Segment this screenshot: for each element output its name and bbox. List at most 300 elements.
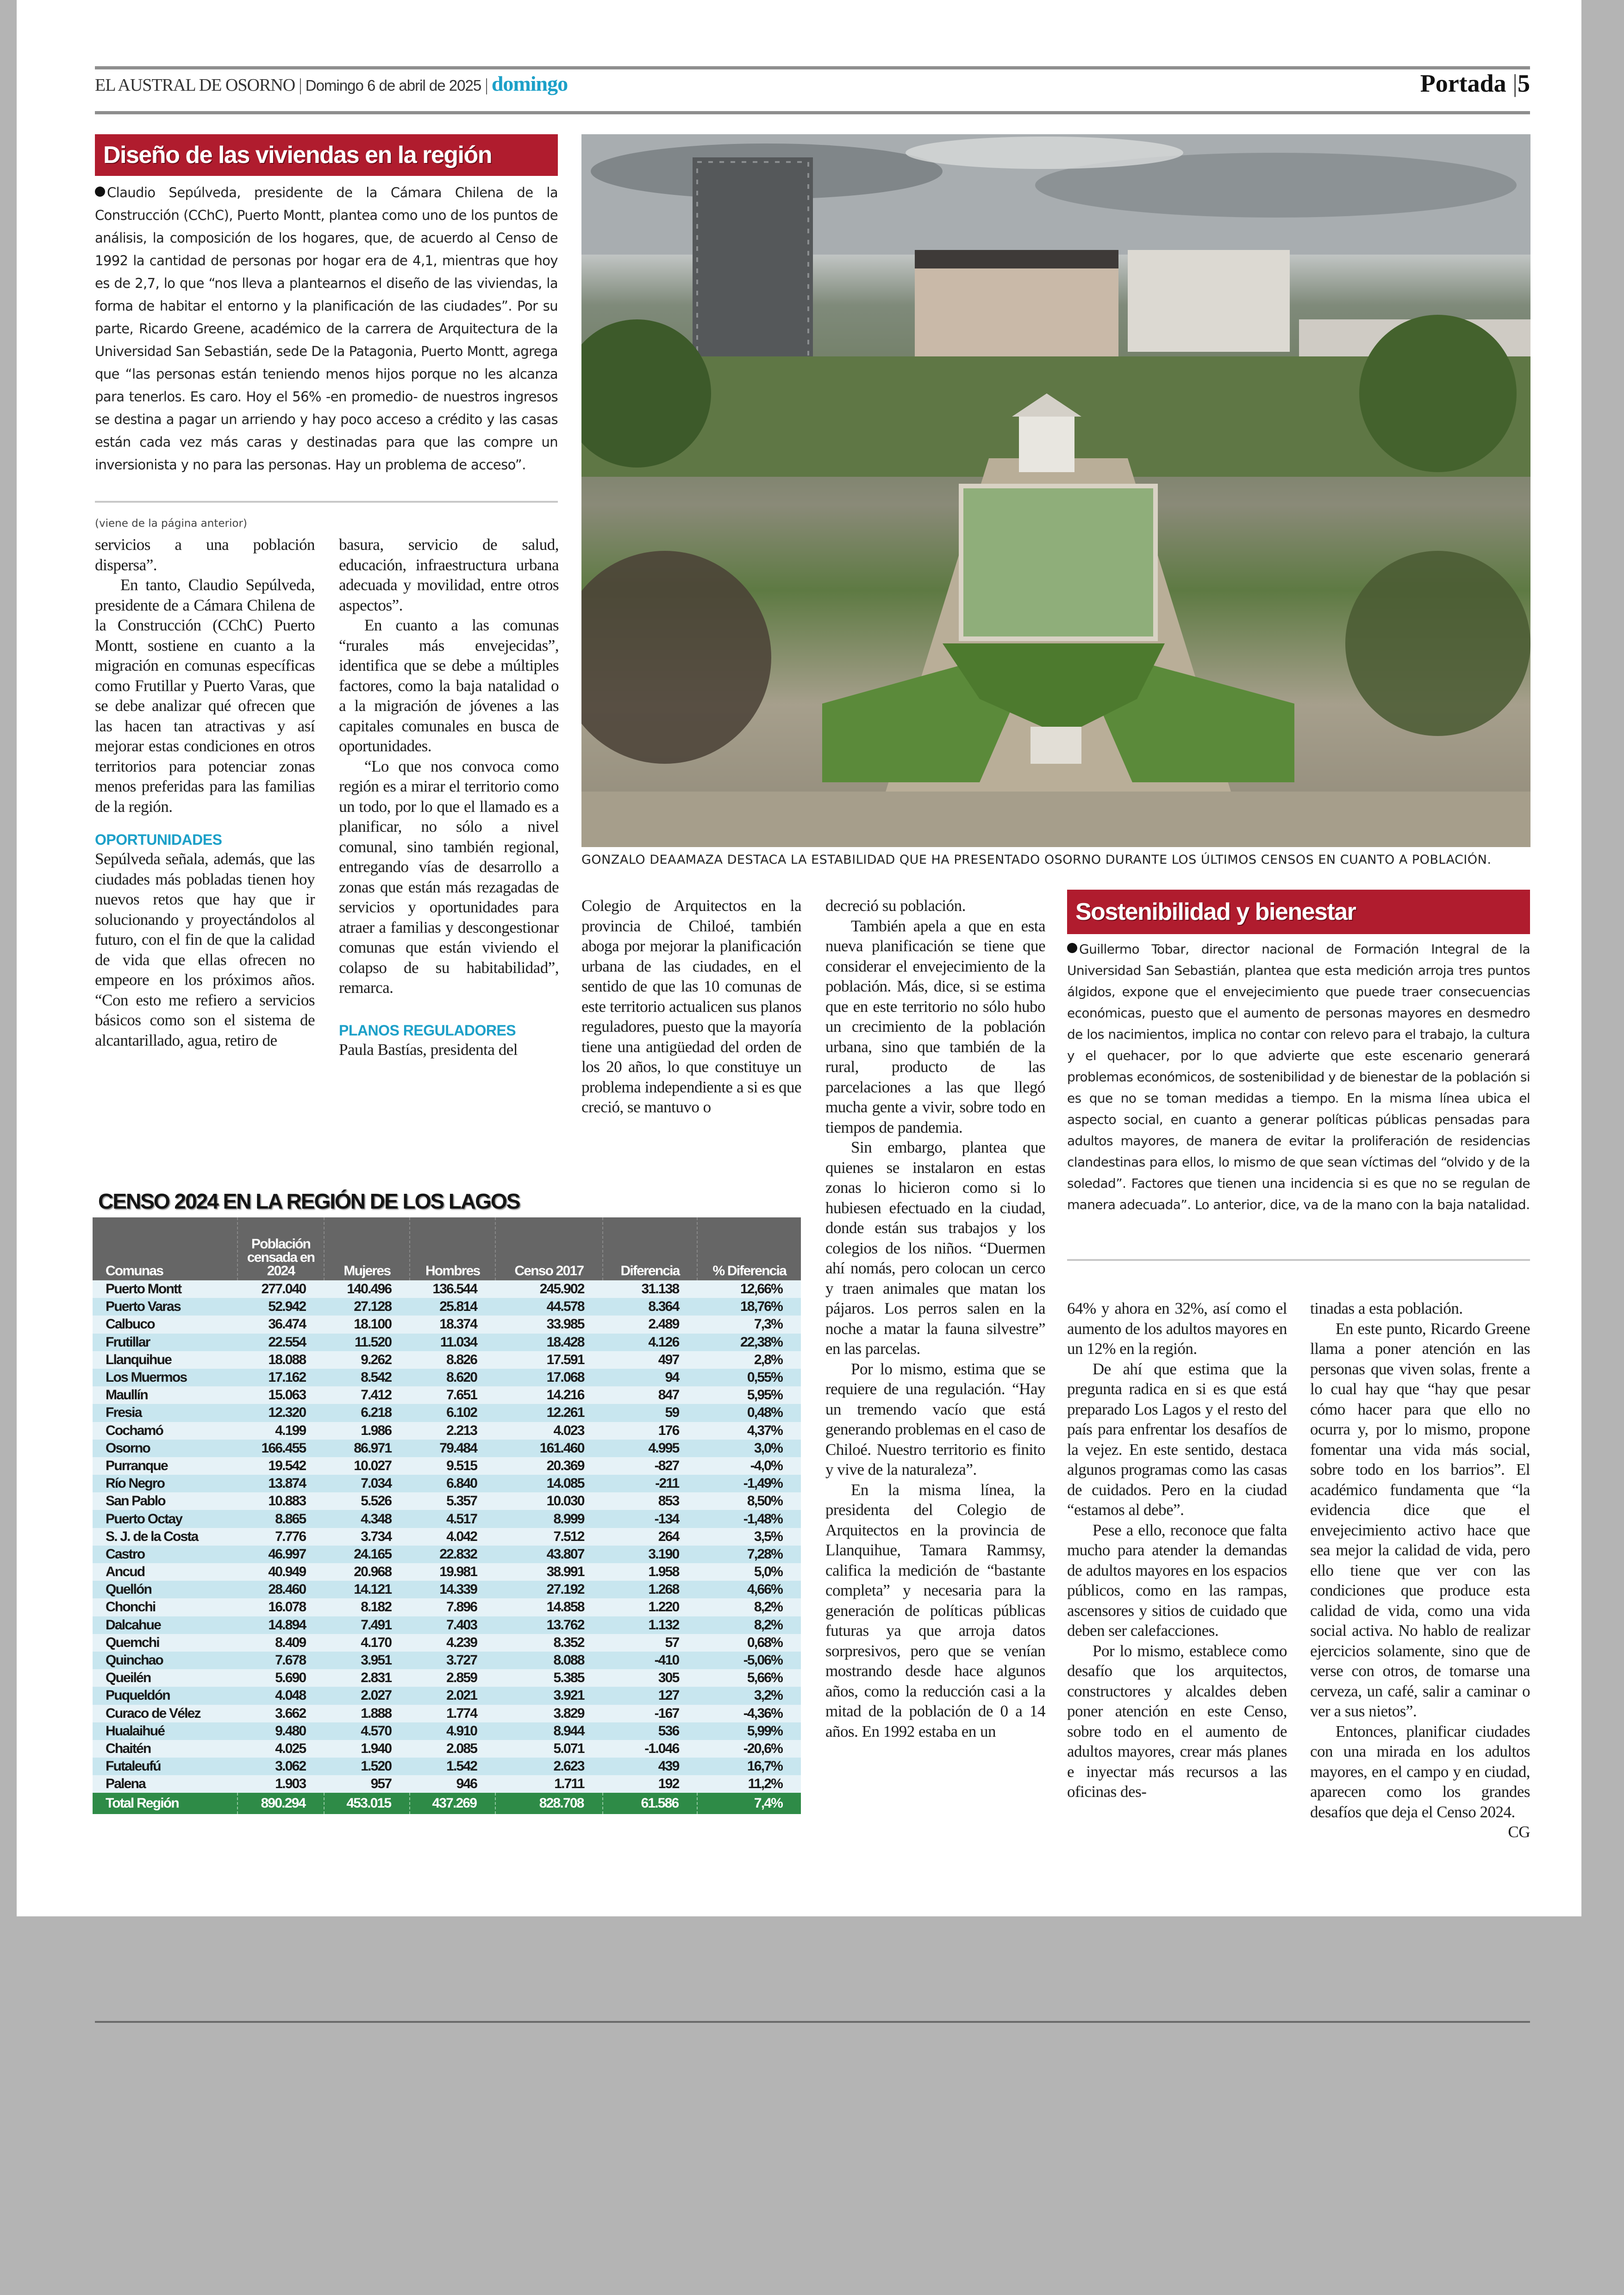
value-cell: 8.620 bbox=[410, 1369, 495, 1386]
comuna-cell: Puerto Varas bbox=[93, 1298, 237, 1316]
paragraph: 64% y ahora en 32%, así como el aumento de los adultos mayores en un 12% en la región. bbox=[1067, 1299, 1287, 1358]
table-row bbox=[93, 1440, 801, 1457]
value-cell: 4.170 bbox=[324, 1634, 410, 1652]
value-cell: 7.491 bbox=[324, 1616, 410, 1634]
comuna-cell: San Pablo bbox=[93, 1492, 237, 1510]
value-cell: -410 bbox=[603, 1652, 698, 1669]
value-cell: 10.883 bbox=[237, 1492, 325, 1510]
value-cell: -20,6% bbox=[697, 1740, 801, 1758]
comuna-cell: Chonchi bbox=[93, 1598, 237, 1616]
paragraph: En este punto, Ricardo Greene llama a poner atención en las personas que viven solas, frente a lo cual hay que “hay que pesar cómo hacer para que ello no ocurra y, por lo mismo, propone fomentar una vida más social, sobre todo en los barrios”. El académico fundamenta que “la evidencia dice que el envejecimiento activo hace que sea mejor la calidad de vida, pero ello tiene que ver con las condiciones que produce esta calidad de vida, como una vida social activa. No hablo de realizar ejercicios solamente, sino que de verse con otros, de tomarse una cerveza, un café, salir a caminar o ver a sus nietos”. bbox=[1310, 1319, 1530, 1720]
table-row bbox=[93, 1740, 801, 1758]
paragraph: “Lo que nos convoca como región es a mirar el territorio como un todo, por lo que el llamado es a planificar, no sólo a nivel comunal, sino también regional, entregando vías de desarrollo a zonas que están más rezagadas de servicios y oportunidades para atraer a familias y descongestionar comunas que están viviendo el colapso de su habitabilidad”, remarca. bbox=[339, 757, 559, 997]
value-cell: 9.262 bbox=[324, 1351, 410, 1369]
value-cell: 18.428 bbox=[495, 1334, 602, 1351]
value-cell: 1.774 bbox=[410, 1705, 495, 1722]
table-row bbox=[93, 1758, 801, 1775]
value-cell: 22,38% bbox=[697, 1334, 801, 1351]
paragraph: Pese a ello, reconoce que falta mucho para atender la demandas de adultos mayores en los espacios públicos, como en las rampas, ascensores y sitios de cuidado que deben ser calefacciones. bbox=[1067, 1521, 1287, 1640]
value-cell: 9.480 bbox=[237, 1722, 325, 1740]
value-cell: 10.030 bbox=[495, 1492, 602, 1510]
value-cell: 7.651 bbox=[410, 1386, 495, 1404]
paragraph: basura, servicio de salud, educación, infraestructura urbana adecuada y movilidad, entre otros aspectos”. bbox=[339, 536, 559, 614]
table-row bbox=[93, 1280, 801, 1298]
article-column-4 bbox=[825, 896, 1045, 1741]
value-cell: 6.840 bbox=[410, 1475, 495, 1492]
comuna-cell: Curaco de Vélez bbox=[93, 1705, 237, 1722]
total-value: 437.269 bbox=[410, 1793, 495, 1814]
comuna-cell: Dalcahue bbox=[93, 1616, 237, 1634]
city-plaza-photo bbox=[581, 134, 1530, 847]
total-value: 828.708 bbox=[495, 1793, 602, 1814]
value-cell: 17.591 bbox=[495, 1351, 602, 1369]
paragraph: servicios a una población dispersa”. bbox=[95, 536, 315, 574]
value-cell: 3.727 bbox=[410, 1652, 495, 1669]
value-cell: 8,50% bbox=[697, 1492, 801, 1510]
value-cell: 853 bbox=[603, 1492, 698, 1510]
masthead-left: EL AUSTRAL DE OSORNO | Domingo 6 de abril de 2025 | domingo bbox=[95, 71, 568, 95]
value-cell: 1.958 bbox=[603, 1563, 698, 1581]
table-row bbox=[93, 1669, 801, 1687]
value-cell: 24.165 bbox=[324, 1546, 410, 1563]
table-row bbox=[93, 1687, 801, 1704]
value-cell: -211 bbox=[603, 1475, 698, 1492]
value-cell: 2.623 bbox=[495, 1758, 602, 1775]
table-row bbox=[93, 1722, 801, 1740]
value-cell: 3,0% bbox=[697, 1440, 801, 1457]
value-cell: 7,3% bbox=[697, 1316, 801, 1333]
value-cell: 4.995 bbox=[603, 1440, 698, 1457]
paragraph: También apela a que en esta nueva planificación se tiene que considerar el envejecimiento de la población. Más, dice, si se estima que en este territorio no sólo hubo un crecimiento de la población urbana, sino que también de la rural, producto de las parcelaciones a las que llegó mucha gente a vivir, sobre todo en tiempos de pandemia. bbox=[825, 917, 1045, 1136]
value-cell: 439 bbox=[603, 1758, 698, 1775]
comuna-cell: Quemchi bbox=[93, 1634, 237, 1652]
comuna-cell: Ancud bbox=[93, 1563, 237, 1581]
value-cell: 277.040 bbox=[237, 1280, 325, 1298]
value-cell: 2,8% bbox=[697, 1351, 801, 1369]
paragraph: En tanto, Claudio Sepúlveda, presidente de a Cámara Chilena de la Construcción (CChC) Puerto Montt, sostiene en cuanto a la migración en comunas específicas como Frutillar y Puerto Varas, que se debe analizar qué ofrecen que las hacen tan atractivas y así mejorar estas condiciones en otros territorios para potenciar zonas menos preferidas para las familias de la región. bbox=[95, 576, 315, 816]
value-cell: 1.888 bbox=[324, 1705, 410, 1722]
value-cell: 14.085 bbox=[495, 1475, 602, 1492]
table-row bbox=[93, 1581, 801, 1598]
paragraph: Colegio de Arquitectos en la provincia de Chiloé, también aboga por mejorar la planificación urbana de las ciudades, en el sentido de que las 10 comunas de este territorio actualicen sus planos reguladores, puesto que la mayoría tiene una antigüedad del orden de los 20 años, lo que constituye un problema independiente a si es que creció, se mantuvo o bbox=[581, 897, 801, 1116]
value-cell: 14.858 bbox=[495, 1598, 602, 1616]
value-cell: 7.412 bbox=[324, 1386, 410, 1404]
box1-text: Claudio Sepúlveda, presidente de la Cámara Chilena de la Construcción (CChC), Puerto Montt, plantea como uno de los puntos de análisis, la composición de los hogares, que, de acuerdo al Censo de 1992 la cantidad de personas por hogar era de 4,1, mientras que hoy es de 2,7, lo que “nos lleva a plantearnos el diseño de las viviendas, la forma de habitar el entorno y la planificación de las ciudades”. Por su parte, Ricardo Greene, académico de la carrera de Arquitectura de la Universidad San Sebastián, sede De la Patagonia, Puerto Montt, agrega que “las personas están teniendo menos hijos porque no les alcanza para tenerlos. Es caro. Hoy el 56% -en promedio- de nuestros ingresos se destina a pagar un arriendo y hay poco acceso a crédito y las casas están cada vez más caras y destinadas para que las compre un inversionista y no para las personas. Hay un problema de acceso”. bbox=[95, 185, 558, 473]
comuna-cell: Río Negro bbox=[93, 1475, 237, 1492]
value-cell: 12.261 bbox=[495, 1404, 602, 1422]
value-cell: 13.874 bbox=[237, 1475, 325, 1492]
value-cell: 8.364 bbox=[603, 1298, 698, 1316]
paragraph: Sepúlveda señala, además, que las ciudades más pobladas tienen hoy nuevos retos que hay que ir solucionando y proyectándolos al futuro, con el fin de que la calidad de vida que ellas ofrecen no empeore en los próximos años. “Con esto me refiero a servicios básicos como son el sistema de alcantarillado, agua, retiro de bbox=[95, 850, 315, 1049]
total-value: 453.015 bbox=[324, 1793, 410, 1814]
value-cell: 15.063 bbox=[237, 1386, 325, 1404]
value-cell: 8.999 bbox=[495, 1510, 602, 1528]
value-cell: 7.896 bbox=[410, 1598, 495, 1616]
value-cell: 27.192 bbox=[495, 1581, 602, 1598]
table-body bbox=[93, 1280, 801, 1814]
census-table bbox=[93, 1217, 801, 1814]
value-cell: -134 bbox=[603, 1510, 698, 1528]
value-cell: 8.088 bbox=[495, 1652, 602, 1669]
total-value: 890.294 bbox=[237, 1793, 325, 1814]
value-cell: 0,48% bbox=[697, 1404, 801, 1422]
value-cell: 847 bbox=[603, 1386, 698, 1404]
masthead-right: Portada |5 bbox=[1420, 69, 1530, 97]
value-cell: 1.711 bbox=[495, 1775, 602, 1793]
value-cell: 14.216 bbox=[495, 1386, 602, 1404]
value-cell: 4.348 bbox=[324, 1510, 410, 1528]
value-cell: 2.213 bbox=[410, 1422, 495, 1440]
paragraph: Sin embargo, plantea que quienes se instalaron en estas zonas lo hicieron como si lo hubiesen efectuado en la ciudad, donde están sus trabajos y los colegios de los niños. “Duermen ahí nomás, pero colocan un cerco y traen animales que matan los pájaros. Los perros salen en la noche a matar la fauna silvestre” en las parcelas. bbox=[825, 1138, 1045, 1358]
value-cell: 1.940 bbox=[324, 1740, 410, 1758]
value-cell: 36.474 bbox=[237, 1316, 325, 1333]
value-cell: -1,48% bbox=[697, 1510, 801, 1528]
value-cell: 9.515 bbox=[410, 1457, 495, 1475]
value-cell: 4.025 bbox=[237, 1740, 325, 1758]
value-cell: 127 bbox=[603, 1687, 698, 1704]
issue-date: Domingo 6 de abril de 2025 bbox=[305, 76, 481, 94]
value-cell: 161.460 bbox=[495, 1440, 602, 1457]
value-cell: 140.496 bbox=[324, 1280, 410, 1298]
value-cell: 4.126 bbox=[603, 1334, 698, 1351]
comuna-cell: Llanquihue bbox=[93, 1351, 237, 1369]
comuna-cell: Quinchao bbox=[93, 1652, 237, 1669]
comuna-cell: Queilén bbox=[93, 1669, 237, 1687]
paragraph-text: Entonces, planificar ciudades con una mirada en los adultos mayores, en el campo y en ciudad, aparecen como los grandes desafíos que deja el Censo 2024. bbox=[1310, 1722, 1530, 1821]
value-cell: 0,55% bbox=[697, 1369, 801, 1386]
section-name: domingo bbox=[491, 71, 568, 95]
table-row bbox=[93, 1404, 801, 1422]
value-cell: 305 bbox=[603, 1669, 698, 1687]
total-label: Total Región bbox=[93, 1793, 237, 1814]
value-cell: 11.520 bbox=[324, 1334, 410, 1351]
value-cell: 3.829 bbox=[495, 1705, 602, 1722]
value-cell: 16,7% bbox=[697, 1758, 801, 1775]
table-row bbox=[93, 1634, 801, 1652]
col-header: Población censada en 2024 bbox=[237, 1217, 325, 1280]
page-section: Portada bbox=[1420, 69, 1506, 97]
author-initials: CG bbox=[1508, 1823, 1530, 1841]
bullet-icon bbox=[95, 187, 105, 197]
value-cell: 957 bbox=[324, 1775, 410, 1793]
masthead bbox=[95, 69, 1530, 97]
value-cell: 19.981 bbox=[410, 1563, 495, 1581]
table-row bbox=[93, 1705, 801, 1722]
value-cell: 5.690 bbox=[237, 1669, 325, 1687]
value-cell: 4.910 bbox=[410, 1722, 495, 1740]
value-cell: 4.570 bbox=[324, 1722, 410, 1740]
value-cell: 7.403 bbox=[410, 1616, 495, 1634]
plaza-illustration bbox=[581, 134, 1530, 847]
value-cell: 8.542 bbox=[324, 1369, 410, 1386]
value-cell: 8.409 bbox=[237, 1634, 325, 1652]
paragraph: De ahí que estima que la pregunta radica en si es que está preparado Los Lagos y el resto del país para enfrentar los desafíos de la vejez. En este sentido, destaca algunos programas como las casas de cuidados. Pero en la ciudad “estamos al debe”. bbox=[1067, 1360, 1287, 1519]
value-cell: 7.034 bbox=[324, 1475, 410, 1492]
paragraph: En cuanto a las comunas “rurales más envejecidas”, identifica que se debe a múltiples factores, como la baja natalidad o a la migración de jóvenes a las capitales comunales en busca de oportunidades. bbox=[339, 616, 559, 755]
value-cell: 176 bbox=[603, 1422, 698, 1440]
value-cell: 25.814 bbox=[410, 1298, 495, 1316]
value-cell: 2.489 bbox=[603, 1316, 698, 1333]
value-cell: 3.662 bbox=[237, 1705, 325, 1722]
value-cell: 52.942 bbox=[237, 1298, 325, 1316]
value-cell: 11,2% bbox=[697, 1775, 801, 1793]
comuna-cell: Los Muermos bbox=[93, 1369, 237, 1386]
value-cell: 17.068 bbox=[495, 1369, 602, 1386]
value-cell: 14.894 bbox=[237, 1616, 325, 1634]
value-cell: 3,5% bbox=[697, 1528, 801, 1546]
value-cell: 28.460 bbox=[237, 1581, 325, 1598]
value-cell: 4.517 bbox=[410, 1510, 495, 1528]
value-cell: 245.902 bbox=[495, 1280, 602, 1298]
table-row bbox=[93, 1298, 801, 1316]
box1-title: Diseño de las viviendas en la región bbox=[95, 134, 558, 176]
value-cell: 16.078 bbox=[237, 1598, 325, 1616]
value-cell: 497 bbox=[603, 1351, 698, 1369]
article-column-5 bbox=[1067, 1298, 1287, 1802]
article-column-3 bbox=[581, 896, 801, 1117]
value-cell: -1.046 bbox=[603, 1740, 698, 1758]
comuna-cell: Puqueldón bbox=[93, 1687, 237, 1704]
value-cell: 1.268 bbox=[603, 1581, 698, 1598]
value-cell: 3.734 bbox=[324, 1528, 410, 1546]
paragraph: decreció su población. bbox=[825, 897, 966, 915]
value-cell: 33.985 bbox=[495, 1316, 602, 1333]
value-cell: 8.865 bbox=[237, 1510, 325, 1528]
paragraph bbox=[1310, 1721, 1530, 1841]
value-cell: 57 bbox=[603, 1634, 698, 1652]
comuna-cell: Calbuco bbox=[93, 1316, 237, 1333]
comuna-cell: Futaleufú bbox=[93, 1758, 237, 1775]
col-header: Hombres bbox=[410, 1217, 495, 1280]
value-cell: 8.826 bbox=[410, 1351, 495, 1369]
col-header: Comunas bbox=[93, 1217, 237, 1280]
col-header: Diferencia bbox=[603, 1217, 698, 1280]
value-cell: 3.951 bbox=[324, 1652, 410, 1669]
value-cell: 6.218 bbox=[324, 1404, 410, 1422]
value-cell: 1.986 bbox=[324, 1422, 410, 1440]
value-cell: 27.128 bbox=[324, 1298, 410, 1316]
value-cell: 1.903 bbox=[237, 1775, 325, 1793]
value-cell: 2.859 bbox=[410, 1669, 495, 1687]
value-cell: 18.100 bbox=[324, 1316, 410, 1333]
comuna-cell: Quellón bbox=[93, 1581, 237, 1598]
value-cell: 5,0% bbox=[697, 1563, 801, 1581]
value-cell: 14.121 bbox=[324, 1581, 410, 1598]
value-cell: 59 bbox=[603, 1404, 698, 1422]
value-cell: 20.968 bbox=[324, 1563, 410, 1581]
value-cell: 264 bbox=[603, 1528, 698, 1546]
value-cell: 2.021 bbox=[410, 1687, 495, 1704]
comuna-cell: Osorno bbox=[93, 1440, 237, 1457]
value-cell: 22.832 bbox=[410, 1546, 495, 1563]
value-cell: 946 bbox=[410, 1775, 495, 1793]
value-cell: 12,66% bbox=[697, 1280, 801, 1298]
table-row bbox=[93, 1475, 801, 1492]
value-cell: 19.542 bbox=[237, 1457, 325, 1475]
paragraph: Por lo mismo, establece como desafío que los arquitectos, constructores y alcaldes deben poner atención en este Censo, sobre todo en el aumento de adultos mayores, crear más planes e inyectar más recursos a las oficinas des- bbox=[1067, 1641, 1287, 1801]
article-column-1 bbox=[95, 535, 315, 1050]
value-cell: 1.220 bbox=[603, 1598, 698, 1616]
comuna-cell: Chaitén bbox=[93, 1740, 237, 1758]
value-cell: 3.190 bbox=[603, 1546, 698, 1563]
value-cell: -4,0% bbox=[697, 1457, 801, 1475]
paragraph: Paula Bastías, presidenta del bbox=[339, 1040, 518, 1059]
comuna-cell: S. J. de la Costa bbox=[93, 1528, 237, 1546]
value-cell: 8.182 bbox=[324, 1598, 410, 1616]
value-cell: 0,68% bbox=[697, 1634, 801, 1652]
value-cell: 40.949 bbox=[237, 1563, 325, 1581]
box1-rule bbox=[95, 501, 558, 503]
value-cell: 11.034 bbox=[410, 1334, 495, 1351]
value-cell: 13.762 bbox=[495, 1616, 602, 1634]
value-cell: 17.162 bbox=[237, 1369, 325, 1386]
table-title: CENSO 2024 EN LA REGIÓN DE LOS LAGOS bbox=[98, 1189, 520, 1213]
value-cell: 7,28% bbox=[697, 1546, 801, 1563]
box2-rule bbox=[1067, 1259, 1530, 1261]
comuna-cell: Puerto Octay bbox=[93, 1510, 237, 1528]
subhead-planos-reguladores: PLANOS REGULADORES bbox=[339, 1022, 516, 1039]
value-cell: -1,49% bbox=[697, 1475, 801, 1492]
table-total-row bbox=[93, 1793, 801, 1814]
box1-body bbox=[95, 181, 558, 476]
value-cell: 5,99% bbox=[697, 1722, 801, 1740]
header-bottom-rule bbox=[95, 111, 1530, 114]
value-cell: 2.085 bbox=[410, 1740, 495, 1758]
col-header: Censo 2017 bbox=[495, 1217, 602, 1280]
value-cell: 1.520 bbox=[324, 1758, 410, 1775]
paper-name: EL AUSTRAL DE OSORNO bbox=[95, 75, 295, 95]
comuna-cell: Fresia bbox=[93, 1404, 237, 1422]
table-row bbox=[93, 1457, 801, 1475]
value-cell: 166.455 bbox=[237, 1440, 325, 1457]
value-cell: 12.320 bbox=[237, 1404, 325, 1422]
article-column-6 bbox=[1310, 1298, 1530, 1842]
total-value: 61.586 bbox=[603, 1793, 698, 1814]
value-cell: 136.544 bbox=[410, 1280, 495, 1298]
table-row bbox=[93, 1528, 801, 1546]
table-row bbox=[93, 1775, 801, 1793]
value-cell: 8.944 bbox=[495, 1722, 602, 1740]
value-cell: 44.578 bbox=[495, 1298, 602, 1316]
paragraph: En la misma línea, la presidenta del Colegio de Arquitectos en la provincia de Llanquihue, Tamara Rammsy, califica la medición de “bastante completa” y necesaria para la generación de políticas públicas futuras ya que arroja datos sorpresivos, pero que se venían mostrando desde hace algunos años, como la reducción casi a la mitad de la población de 0 a 14 años. En 1992 estaba en un bbox=[825, 1480, 1045, 1740]
comuna-cell: Frutillar bbox=[93, 1334, 237, 1351]
value-cell: 1.542 bbox=[410, 1758, 495, 1775]
value-cell: 94 bbox=[603, 1369, 698, 1386]
value-cell: 5.357 bbox=[410, 1492, 495, 1510]
value-cell: 38.991 bbox=[495, 1563, 602, 1581]
value-cell: 3.921 bbox=[495, 1687, 602, 1704]
bullet-icon bbox=[1067, 943, 1077, 953]
table-row bbox=[93, 1546, 801, 1563]
comuna-cell: Castro bbox=[93, 1546, 237, 1563]
value-cell: 2.027 bbox=[324, 1687, 410, 1704]
value-cell: 7.678 bbox=[237, 1652, 325, 1669]
value-cell: 10.027 bbox=[324, 1457, 410, 1475]
comuna-cell: Puerto Montt bbox=[93, 1280, 237, 1298]
value-cell: 2.831 bbox=[324, 1669, 410, 1687]
photo-caption: GONZALO DEAAMAZA DESTACA LA ESTABILIDAD QUE HA PRESENTADO OSORNO DURANTE LOS ÚLTIMOS CENSOS EN CUANTO A POBLACIÓN. bbox=[581, 853, 1492, 867]
table-row bbox=[93, 1369, 801, 1386]
box2-text: Guillermo Tobar, director nacional de Formación Integral de la Universidad San Sebastián, plantea que esta medición arroja tres puntos álgidos, expone que el envejecimiento que puede traer consecuencias económicas, puesto que el aumento de personas mayores en desmedro de los nacimientos, implica no contar con relevo para el trabajo, la cultura y el quehacer, por lo que advierte que este escenario generará problemas económicos, de sostenibilidad y de bienestar de la población si es que no se toman medidas a tiempo. En la misma línea ubica el aspecto social, en cuanto a generar políticas públicas pensadas para adultos mayores, de manera de evitar la proliferación de residencias clandestinas para ellos, lo mismo de que sean víctimas del “olvido y de la soledad”. Factores que tienen una incidencia si es que no se regulan de manera adecuada”. Lo anterior, dice, va de la mano con la baja natalidad. bbox=[1067, 942, 1530, 1212]
comuna-cell: Palena bbox=[93, 1775, 237, 1793]
value-cell: 5,66% bbox=[697, 1669, 801, 1687]
value-cell: 4.048 bbox=[237, 1687, 325, 1704]
box2-body bbox=[1067, 939, 1530, 1216]
comuna-cell: Cochamó bbox=[93, 1422, 237, 1440]
value-cell: 3.062 bbox=[237, 1758, 325, 1775]
footer-rule bbox=[95, 2021, 1530, 2023]
comuna-cell: Purranque bbox=[93, 1457, 237, 1475]
value-cell: -167 bbox=[603, 1705, 698, 1722]
value-cell: 8,2% bbox=[697, 1598, 801, 1616]
table-header-row bbox=[93, 1217, 801, 1280]
value-cell: 8.352 bbox=[495, 1634, 602, 1652]
value-cell: 5.385 bbox=[495, 1669, 602, 1687]
table-row bbox=[93, 1598, 801, 1616]
value-cell: 1.132 bbox=[603, 1616, 698, 1634]
value-cell: -827 bbox=[603, 1457, 698, 1475]
table-row bbox=[93, 1616, 801, 1634]
continued-label: (viene de la página anterior) bbox=[95, 518, 247, 530]
total-value: 7,4% bbox=[697, 1793, 801, 1814]
table-row bbox=[93, 1563, 801, 1581]
value-cell: 86.971 bbox=[324, 1440, 410, 1457]
table-row bbox=[93, 1386, 801, 1404]
value-cell: 14.339 bbox=[410, 1581, 495, 1598]
value-cell: 4.023 bbox=[495, 1422, 602, 1440]
paragraph: Por lo mismo, estima que se requiere de una regulación. “Hay un tremendo vacío que está generando problemas en el caso de Chiloé. Nuestro territorio es finito y vive de la naturaleza”. bbox=[825, 1360, 1045, 1478]
value-cell: -5,06% bbox=[697, 1652, 801, 1669]
box2-title: Sostenibilidad y bienestar bbox=[1067, 890, 1530, 934]
value-cell: 5.071 bbox=[495, 1740, 602, 1758]
value-cell: 3,2% bbox=[697, 1687, 801, 1704]
value-cell: 20.369 bbox=[495, 1457, 602, 1475]
table-row bbox=[93, 1652, 801, 1669]
paragraph: tinadas a esta población. bbox=[1310, 1299, 1463, 1317]
value-cell: 192 bbox=[603, 1775, 698, 1793]
col-header: % Diferencia bbox=[697, 1217, 801, 1280]
value-cell: 18,76% bbox=[697, 1298, 801, 1316]
value-cell: 6.102 bbox=[410, 1404, 495, 1422]
value-cell: 4,37% bbox=[697, 1422, 801, 1440]
value-cell: 18.088 bbox=[237, 1351, 325, 1369]
table-row bbox=[93, 1422, 801, 1440]
page-number: 5 bbox=[1518, 69, 1530, 97]
table-row bbox=[93, 1334, 801, 1351]
value-cell: 4.042 bbox=[410, 1528, 495, 1546]
table-row bbox=[93, 1316, 801, 1333]
value-cell: 43.807 bbox=[495, 1546, 602, 1563]
value-cell: 7.776 bbox=[237, 1528, 325, 1546]
value-cell: 46.997 bbox=[237, 1546, 325, 1563]
comuna-cell: Hualaihué bbox=[93, 1722, 237, 1740]
table-row bbox=[93, 1492, 801, 1510]
subhead-oportunidades: OPORTUNIDADES bbox=[95, 831, 222, 848]
value-cell: 4,66% bbox=[697, 1581, 801, 1598]
comuna-cell: Maullín bbox=[93, 1386, 237, 1404]
value-cell: 18.374 bbox=[410, 1316, 495, 1333]
value-cell: 31.138 bbox=[603, 1280, 698, 1298]
header-top-rule bbox=[95, 66, 1530, 69]
value-cell: -4,36% bbox=[697, 1705, 801, 1722]
col-header: Mujeres bbox=[324, 1217, 410, 1280]
value-cell: 22.554 bbox=[237, 1334, 325, 1351]
value-cell: 5,95% bbox=[697, 1386, 801, 1404]
value-cell: 7.512 bbox=[495, 1528, 602, 1546]
value-cell: 8,2% bbox=[697, 1616, 801, 1634]
table-row bbox=[93, 1351, 801, 1369]
value-cell: 79.484 bbox=[410, 1440, 495, 1457]
